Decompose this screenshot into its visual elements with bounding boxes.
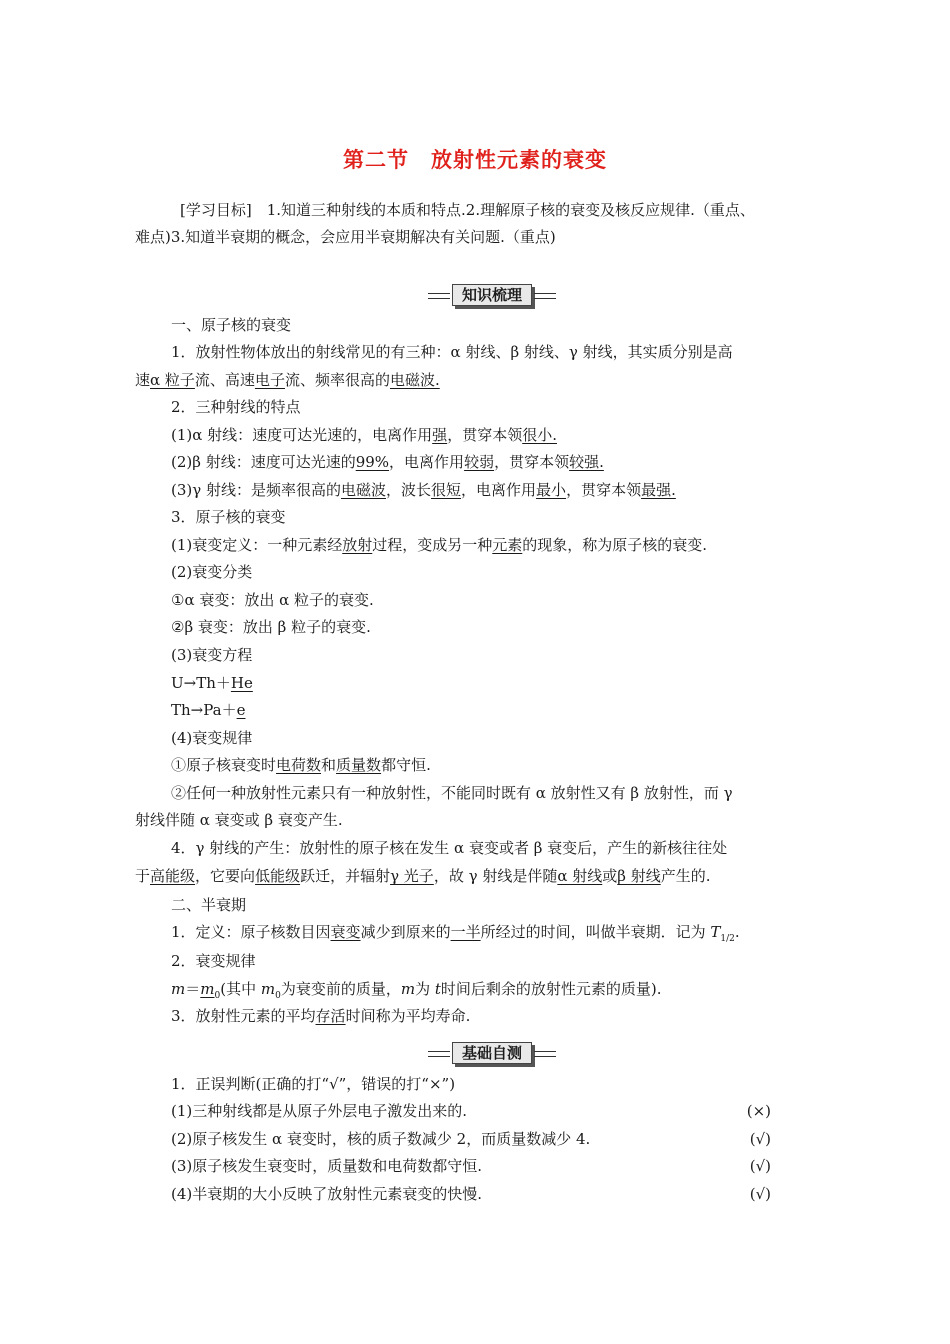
answer-weaker: 较弱 <box>464 453 495 471</box>
banner-right-bar <box>534 1051 556 1057</box>
answer-strong: 强 <box>432 426 448 444</box>
objectives-line-2: 难点)3.知道半衰期的概念，会应用半衰期解决有关问题.（重点) <box>135 228 556 246</box>
text: 时间后剩余的放射性元素的质量). <box>440 980 662 998</box>
para-1-line-2 <box>135 370 440 390</box>
decay-rule-1 <box>171 755 431 775</box>
text: (2)β 射线：速度可达光速的 <box>171 453 356 471</box>
answer-strongest: 最强. <box>641 481 676 499</box>
gamma-ray-line <box>171 480 676 500</box>
text: ，贯穿本领 <box>566 481 642 499</box>
para-4-line-1: 4．γ 射线的产生：放射性的原子核在发生 α 衰变或者 β 衰变后，产生的新核往往处 <box>171 839 728 857</box>
text: (1)衰变定义：一种元素经 <box>171 536 343 554</box>
judgment-mark: (√) <box>749 1185 771 1203</box>
text: . <box>734 923 740 941</box>
text: U→Th＋ <box>171 674 231 692</box>
text: 都守恒. <box>381 756 431 774</box>
text: 和 <box>321 756 337 774</box>
answer-low-energy-level: 低能级 <box>255 867 301 885</box>
decay-equation-1 <box>171 673 253 693</box>
text: ，电离作用 <box>461 481 537 499</box>
judgment-text: (3)原子核发生衰变时，质量数和电荷数都守恒. <box>171 1157 483 1175</box>
text: 减少到原来的 <box>360 923 451 941</box>
para-2: 2．三种射线的特点 <box>171 398 301 416</box>
beta-ray-line <box>171 452 604 472</box>
text: ，波长 <box>386 481 432 499</box>
half-life-definition <box>171 922 740 949</box>
text: ，故 γ 射线是伴随 <box>433 867 558 885</box>
decay-equation-2 <box>171 700 246 720</box>
judgment-item-2 <box>171 1129 771 1149</box>
decay-definition <box>171 535 707 555</box>
symbol-m0: m <box>200 980 215 998</box>
symbol-t: t <box>434 980 441 998</box>
selftest-banner <box>428 1042 556 1064</box>
mean-lifetime-line <box>171 1006 470 1026</box>
text: 的现象，称为原子核的衰变. <box>522 536 708 554</box>
text: ，电离作用 <box>357 426 433 444</box>
subscript-half: 1/2 <box>720 934 735 944</box>
text: 产生的. <box>660 867 711 885</box>
text: 流、频率很高的 <box>284 371 390 389</box>
symbol-m: m <box>400 980 416 998</box>
text: 流、高速 <box>194 371 255 389</box>
judgment-item-1 <box>171 1101 771 1121</box>
answer-charge-number: 电荷数 <box>276 756 322 774</box>
symbol-T: T <box>710 923 721 941</box>
text: 跃迁，并辐射 <box>300 867 391 885</box>
banner-left-bar <box>428 1051 450 1057</box>
answer-half: 一半 <box>450 923 481 941</box>
decay-classification-heading: (2)衰变分类 <box>171 563 253 581</box>
text: 为 <box>415 980 435 998</box>
text: 或 <box>602 867 618 885</box>
text: 过程，变成另一种 <box>372 536 493 554</box>
selftest-banner-label: 基础自测 <box>452 1042 532 1064</box>
judgment-mark: (√) <box>749 1130 771 1148</box>
judgment-item-4 <box>171 1184 771 1204</box>
text: (其中 <box>220 980 261 998</box>
banner-left-bar <box>428 293 450 299</box>
half-life-rule-heading: 2．衰变规律 <box>171 952 256 970</box>
answer-high-energy-level: 高能级 <box>150 867 196 885</box>
section-2-heading: 二、半衰期 <box>171 896 247 914</box>
answer-smallest: 最小 <box>536 481 567 499</box>
para-4-line-2 <box>135 866 710 886</box>
text: Th→Pa＋ <box>171 701 237 719</box>
section-1-heading: 一、原子核的衰变 <box>171 316 292 334</box>
answer-survival: 存活 <box>315 1007 346 1025</box>
text: (3)γ 射线：是频率很高的 <box>171 481 341 499</box>
text: 1．定义：原子核数目因 <box>171 923 331 941</box>
text: ，贯穿本领 <box>447 426 523 444</box>
judgment-text: (2)原子核发生 α 衰变时，核的质子数减少 2，而质量数减少 4. <box>171 1130 591 1148</box>
answer-very-small: 很小. <box>522 426 557 444</box>
text: 为衰变前的质量， <box>280 980 401 998</box>
text: 所经过的时间，叫做半衰期．记为 <box>480 923 711 941</box>
text: ＝ <box>185 980 201 998</box>
symbol-m0: m <box>260 980 276 998</box>
text: (1)α 射线：速度可达光速的 <box>171 426 358 444</box>
answer-mass-number: 质量数 <box>336 756 382 774</box>
answer-em-wave: 电磁波 <box>340 481 386 499</box>
true-false-heading: 1．正误判断(正确的打“√”，错误的打“×”) <box>171 1075 456 1093</box>
alpha-decay-item: ①α 衰变：放出 α 粒子的衰变. <box>171 591 374 609</box>
para-1-line-1: 1．放射性物体放出的射线常见的有三种：α 射线、β 射线、γ 射线，其实质分别是高 <box>171 343 733 361</box>
decay-equation-heading: (3)衰变方程 <box>171 646 253 664</box>
judgment-mark: (×) <box>746 1102 771 1120</box>
judgment-text: (1)三种射线都是从原子外层电子激发出来的. <box>171 1102 468 1120</box>
answer-em-wave: 电磁波. <box>389 371 440 389</box>
symbol-m: m <box>171 980 186 998</box>
banner-right-bar <box>534 293 556 299</box>
text: 速 <box>135 371 151 389</box>
beta-decay-item: ②β 衰变：放出 β 粒子的衰变. <box>171 618 371 636</box>
page-title: 第二节 放射性元素的衰变 <box>343 148 607 172</box>
answer-helium: He <box>230 674 253 692</box>
decay-rule-2-line-1: ②任何一种放射性元素只有一种放射性，不能同时既有 α 放射性又有 β 放射性，而 γ <box>171 784 733 802</box>
answer-very-short: 很短 <box>431 481 462 499</box>
answer-beta-ray: β 射线 <box>617 867 661 885</box>
answer-radiation: 放射 <box>342 536 373 554</box>
text: ，电离作用 <box>389 453 465 471</box>
text: 时间称为平均寿命. <box>345 1007 471 1025</box>
knowledge-banner <box>428 284 556 306</box>
answer-stronger: 较强. <box>569 453 604 471</box>
half-life-formula <box>171 979 662 1006</box>
text: 于 <box>135 867 151 885</box>
answer-99-percent: 99% <box>355 453 390 471</box>
judgment-mark: (√) <box>749 1157 771 1175</box>
answer-electron: 电子 <box>254 371 285 389</box>
answer-decay: 衰变 <box>330 923 361 941</box>
judgment-item-3 <box>171 1156 771 1176</box>
judgment-text: (4)半衰期的大小反映了放射性元素衰变的快慢. <box>171 1185 483 1203</box>
decay-rule-2-line-2: 射线伴随 α 衰变或 β 衰变产生. <box>135 811 343 829</box>
subscript-0: 0 <box>275 991 281 1001</box>
text: 3．放射性元素的平均 <box>171 1007 316 1025</box>
answer-alpha-particle: α 粒子 <box>150 371 195 389</box>
text: ①原子核衰变时 <box>171 756 277 774</box>
text: ，贯穿本领 <box>494 453 570 471</box>
knowledge-banner-label: 知识梳理 <box>452 284 532 306</box>
subscript-0: 0 <box>214 991 221 1001</box>
text: ，它要向 <box>195 867 256 885</box>
answer-element: 元素 <box>492 536 523 554</box>
answer-alpha-ray: α 射线 <box>557 867 603 885</box>
answer-gamma-photon: γ 光子 <box>390 867 434 885</box>
decay-rule-heading: (4)衰变规律 <box>171 729 253 747</box>
para-3: 3．原子核的衰变 <box>171 508 286 526</box>
answer-electron-symbol: e <box>236 701 246 719</box>
alpha-ray-line <box>171 425 557 445</box>
objectives-line-1: [学习目标] 1.知道三种射线的本质和特点.2.理解原子核的衰变及核反应规律.（重点、 <box>180 201 755 219</box>
